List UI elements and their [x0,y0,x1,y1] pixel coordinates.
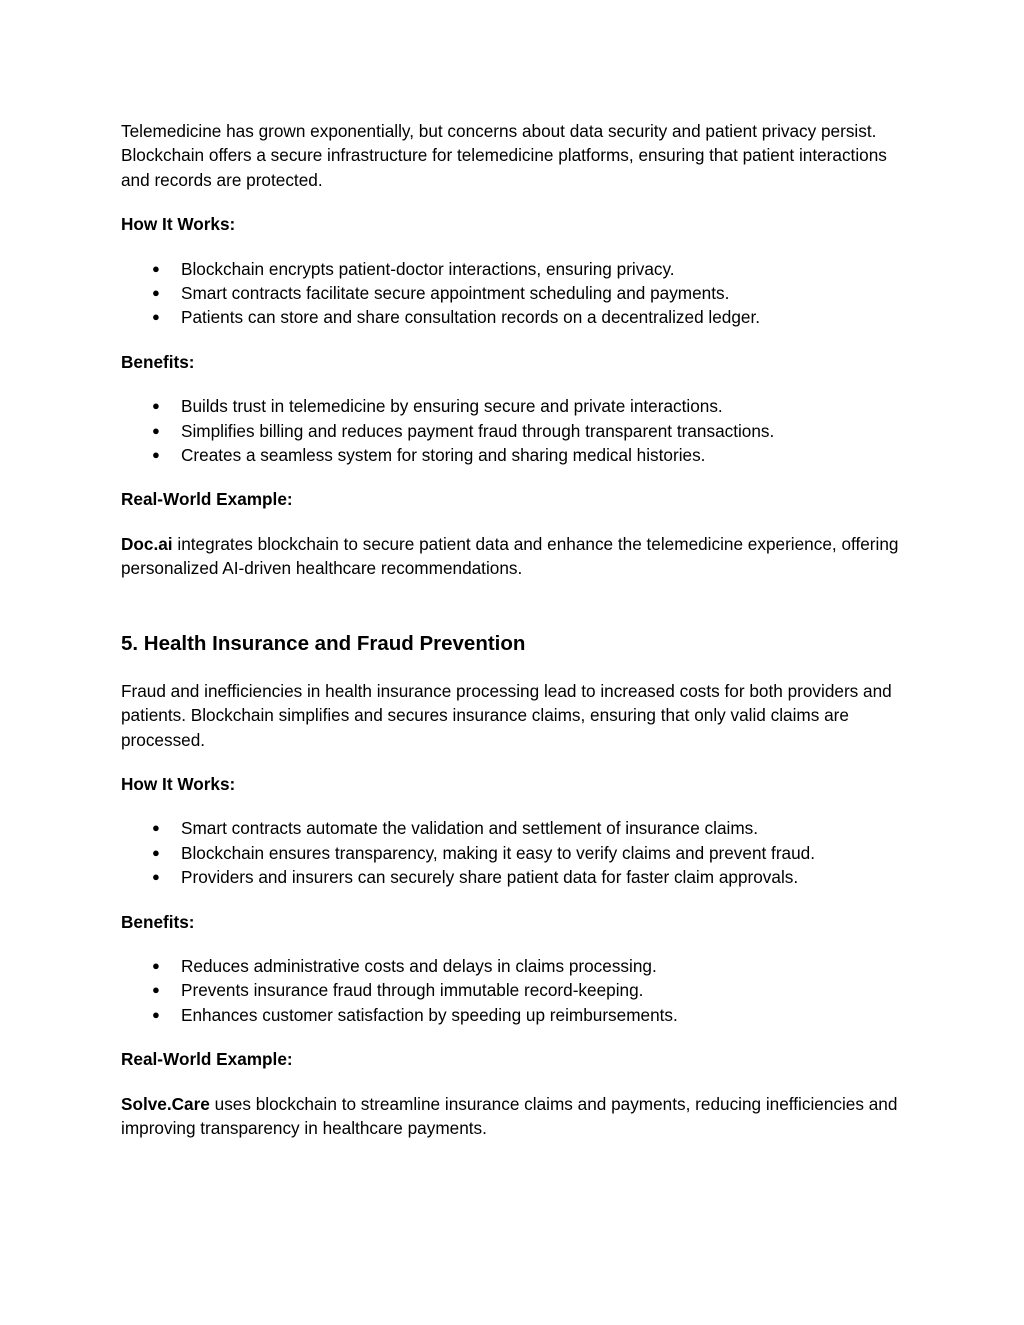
bullet-icon: ● [152,447,160,463]
list-item: ● Smart contracts facilitate secure appointment scheduling and payments. [121,281,901,305]
example-company-name: Doc.ai [121,533,173,554]
list-item: ● Patients can store and share consultation records on a decentralized ledger. [121,305,901,329]
bullet-icon: ● [152,285,160,301]
document-page [121,119,901,1140]
section-heading: 5. Health Insurance and Fraud Prevention [121,631,526,655]
bullet-icon: ● [152,869,160,885]
benefits-label: Benefits: [121,351,195,372]
list-item: ● Providers and insurers can securely share patient data for faster claim approvals. [121,865,901,889]
example-description: uses blockchain to streamline insurance claims and payments, reducing inefficiencies and improving transparency in healthcare payments. [121,1093,898,1138]
telemedicine-intro-paragraph: Telemedicine has grown exponentially, but concerns about data security and patient privacy persist. Blockchain offers a secure infrastructure for telemedicine platforms, ensuring that patient interactions and records are protected. [121,121,887,190]
bullet-icon: ● [152,957,160,973]
list-item: ● Creates a seamless system for storing and sharing medical histories. [121,443,901,467]
benefits-label: Benefits: [121,911,195,932]
list-item: ● Blockchain encrypts patient-doctor interactions, ensuring privacy. [121,257,901,281]
list-item: ● Reduces administrative costs and delays in claims processing. [121,954,901,978]
how-it-works-list [121,816,901,889]
list-item: ● Blockchain ensures transparency, making it easy to verify claims and prevent fraud. [121,841,901,865]
benefits-list [121,394,901,467]
bullet-icon: ● [152,820,160,836]
bullet-icon: ● [152,982,160,998]
bullet-icon: ● [152,844,160,860]
list-item: ● Prevents insurance fraud through immutable record-keeping. [121,978,901,1002]
section-spacer [121,581,901,629]
example-company-name: Solve.Care [121,1093,210,1114]
how-it-works-label: How It Works: [121,214,236,235]
benefits-list [121,954,901,1027]
bullet-icon: ● [152,398,160,414]
list-item: ● Builds trust in telemedicine by ensuring secure and private interactions. [121,394,901,418]
example-description: integrates blockchain to secure patient data and enhance the telemedicine experience, offering personalized AI-driven healthcare recommendations. [121,533,899,579]
list-item: ● Enhances customer satisfaction by speeding up reimbursements. [121,1003,901,1027]
real-world-example-paragraph [121,1092,901,1141]
insurance-intro-paragraph: Fraud and inefficiencies in health insurance processing lead to increased costs for both providers and patients. Blockchain simplifies and secures insurance claims, ensuring that only valid claims are processed. [121,680,892,750]
bullet-icon: ● [152,309,160,325]
bullet-icon: ● [152,422,160,438]
real-world-example-label: Real-World Example: [121,1049,293,1070]
bullet-icon: ● [152,1006,160,1022]
list-item: ● Smart contracts automate the validation and settlement of insurance claims. [121,816,901,840]
real-world-example-label: Real-World Example: [121,489,293,510]
how-it-works-label: How It Works: [121,773,236,794]
list-item: ● Simplifies billing and reduces payment fraud through transparent transactions. [121,419,901,443]
how-it-works-list [121,257,901,330]
bullet-icon: ● [152,260,160,276]
real-world-example-paragraph [121,532,901,581]
